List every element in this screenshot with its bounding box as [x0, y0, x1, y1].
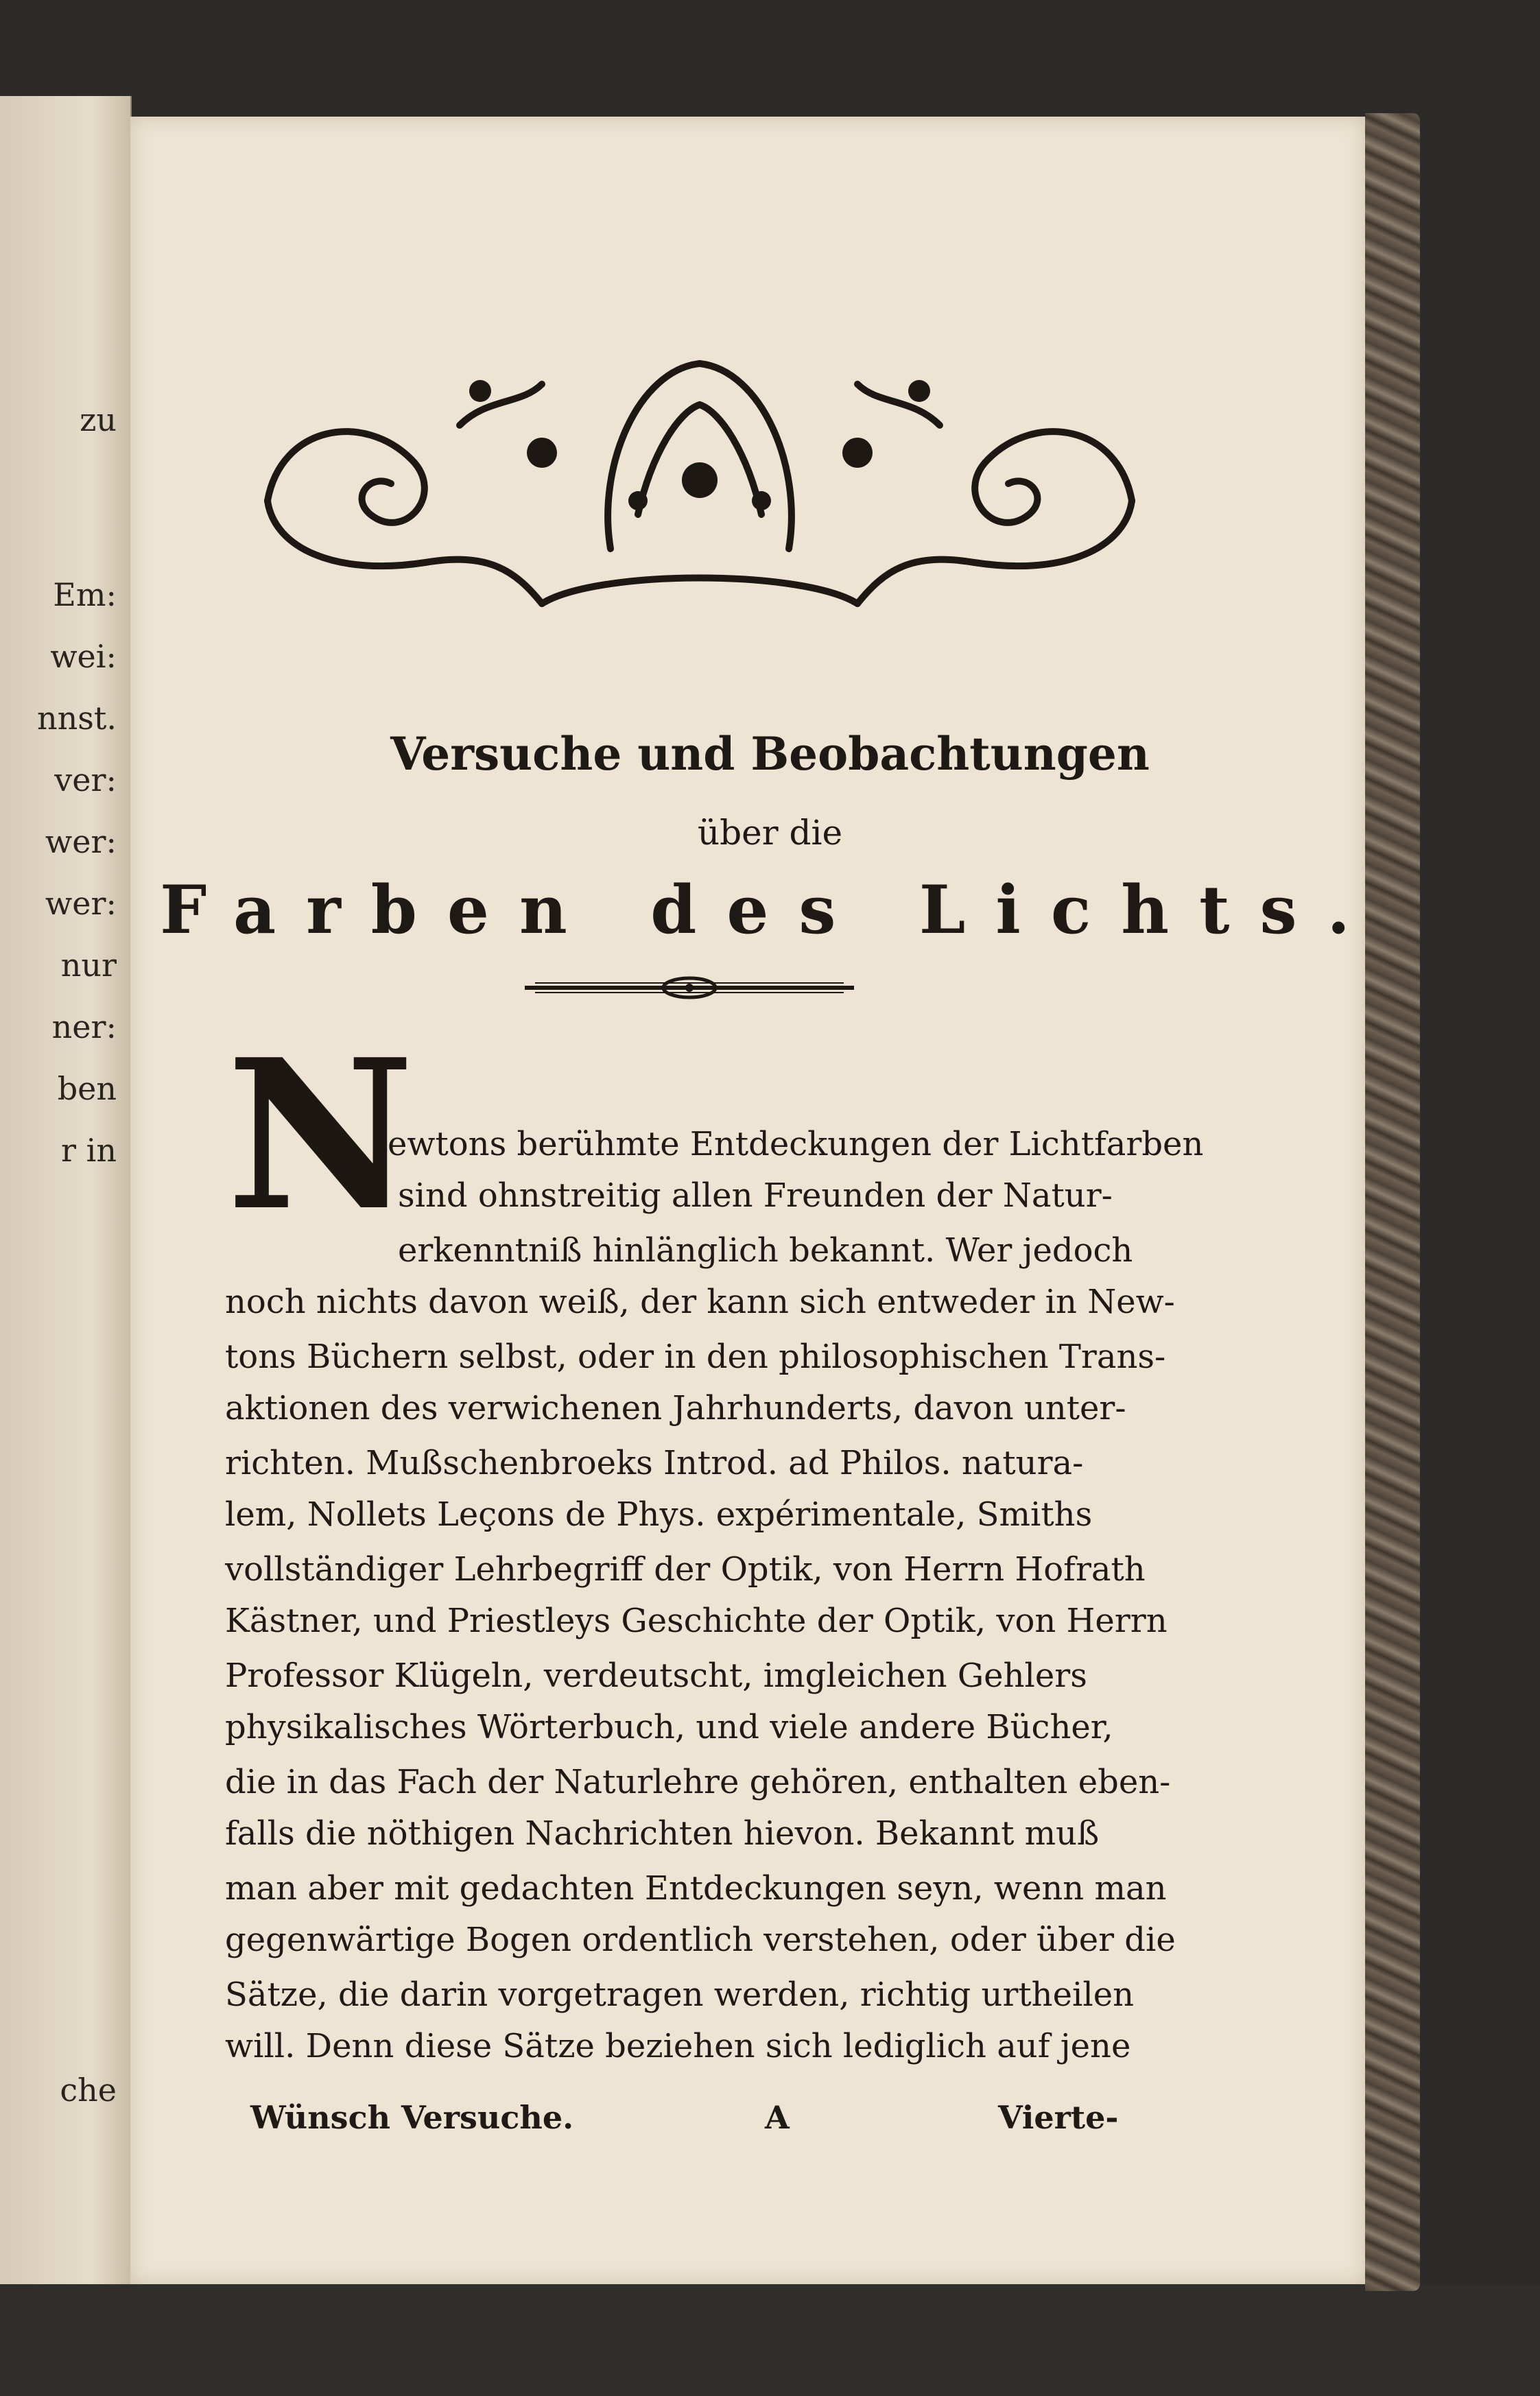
title-line-1: Versuche und Beobachtungen [390, 727, 1150, 781]
left-page-edge [0, 96, 132, 2284]
body-line: richten. Mußschenbroeks Introd. ad Philos. natura- [225, 1444, 1084, 1482]
left-page-fragment: wer: [45, 885, 117, 922]
body-line: falls die nöthigen Nachrichten hievon. Bekannt muß [225, 1814, 1100, 1853]
left-page-fragment: wer: [45, 823, 117, 860]
left-page-fragment: zu [80, 401, 117, 438]
left-page-fragment: nnst. [37, 700, 117, 737]
left-page-fragment: r in [61, 1132, 117, 1169]
left-page-fragment: Em: [53, 576, 117, 613]
footer-signature: Wünsch Versuche. [250, 2099, 574, 2136]
left-page-fragment: nur [60, 947, 117, 984]
footer-catchword: Vierte- [998, 2099, 1119, 2136]
body-line: erkenntniß hinlänglich bekannt. Wer jedoch [398, 1231, 1133, 1270]
body-line: aktionen des verwichenen Jahrhunderts, davon unter- [225, 1389, 1126, 1427]
body-line: die in das Fach der Naturlehre gehören, enthalten eben- [225, 1763, 1171, 1801]
body-line: vollständiger Lehrbegriff der Optik, von Herrn Hofrath [225, 1550, 1146, 1589]
footer-signature-mark: A [765, 2099, 790, 2136]
left-page-fragment: wei: [50, 638, 117, 675]
title-line-3: Farben des Lichts. [160, 871, 1380, 949]
left-page-fragment: ver: [54, 761, 117, 798]
body-line: lem, Nollets Leçons de Phys. expérimentale, Smiths [225, 1495, 1093, 1534]
ornamental-rule-icon [521, 974, 857, 1001]
body-line: physikalisches Wörterbuch, und viele andere Bücher, [225, 1708, 1113, 1746]
body-line: Professor Klügeln, verdeutscht, imgleichen Gehlers [225, 1657, 1087, 1695]
body-line: will. Denn diese Sätze beziehen sich lediglich auf jene [225, 2027, 1131, 2065]
ornamental-vignette-icon [254, 343, 1146, 631]
drop-cap: N [226, 1014, 415, 1256]
body-line: man aber mit gedachten Entdeckungen seyn, wenn man [225, 1869, 1167, 1908]
body-line: tons Büchern selbst, oder in den philosophischen Trans- [225, 1338, 1166, 1376]
title-line-2: über die [697, 813, 843, 853]
body-line: ewtons berühmte Entdeckungen der Lichtfarben [388, 1125, 1204, 1163]
body-line: gegenwärtige Bogen ordentlich verstehen, oder über die [225, 1921, 1176, 1959]
body-line: sind ohnstreitig allen Freunden der Natur- [398, 1176, 1113, 1215]
body-line: Sätze, die darin vorgetragen werden, richtig urtheilen [225, 1976, 1135, 2014]
body-line: Kästner, und Priestleys Geschichte der Optik, von Herrn [225, 1602, 1168, 1640]
left-page-fragment: che [60, 2072, 117, 2109]
backdrop [0, 2284, 1540, 2396]
marbled-cover-edge [1365, 113, 1420, 2291]
left-page-fragment: ner: [51, 1008, 117, 1045]
body-line: noch nichts davon weiß, der kann sich entweder in New- [225, 1283, 1175, 1321]
left-page-fragment: ben [57, 1070, 117, 1107]
